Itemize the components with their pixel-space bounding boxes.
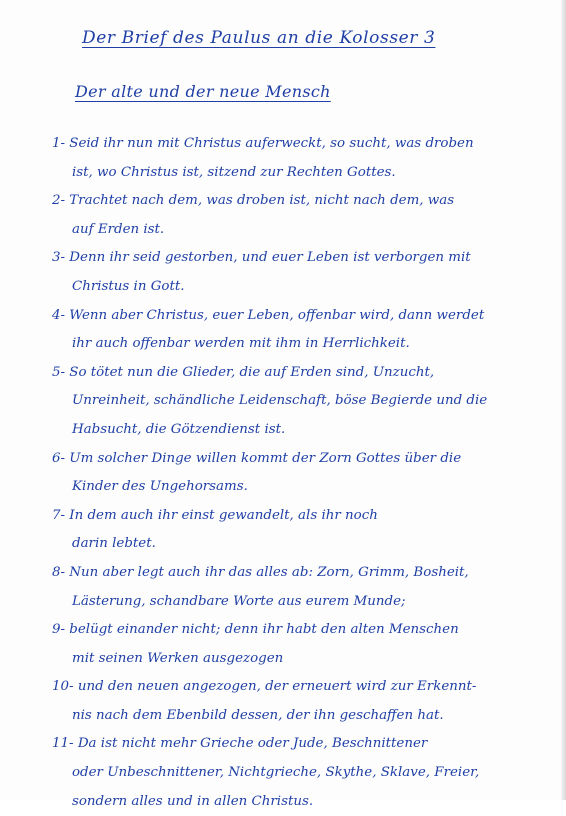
verse-text: 8- Nun aber legt auch ihr das alles ab: Zorn, Grimm, Bosheit, (52, 564, 469, 580)
verse-text: ist, wo Christus ist, sitzend zur Rechten Gottes. (72, 164, 396, 180)
verse-text: Habsucht, die Götzendienst ist. (72, 421, 286, 437)
verse-line (52, 759, 522, 788)
verse-text: 10- und den neuen angezogen, der erneuert wird zur Erkennt- (52, 679, 477, 695)
page-title: Der Brief des Paulus an die Kolosser 3 (82, 28, 436, 48)
verse-text: 7- In dem auch ihr einst gewandelt, als ihr noch (52, 507, 378, 523)
verse-text: 9- belügt einander nicht; denn ihr habt den alten Menschen (52, 622, 459, 638)
verse-line (52, 159, 522, 188)
verse-line (52, 559, 522, 588)
page-edge-shadow (561, 0, 566, 800)
verse-text: Lästerung, schandbare Worte aus eurem Munde; (72, 593, 406, 609)
verse-text: 2- Trachtet nach dem, was droben ist, nicht nach dem, was (52, 193, 455, 209)
verse-line (52, 330, 522, 359)
verse-text: Christus in Gott. (72, 278, 185, 294)
verse-text: 11- Da ist nicht mehr Grieche oder Jude, Beschnittener (52, 736, 428, 752)
verse-line (52, 473, 522, 502)
verse-text: oder Unbeschnittener, Nichtgrieche, Skythe, Sklave, Freier, (72, 765, 480, 781)
verse-text: auf Erden ist. (72, 221, 165, 237)
verse-line (52, 530, 522, 559)
verse-list (52, 130, 522, 816)
verse-line (52, 730, 522, 759)
verse-line (52, 359, 522, 388)
verse-line (52, 216, 522, 245)
verse-text: mit seinen Werken ausgezogen (72, 650, 284, 666)
verse-line (52, 702, 522, 731)
verse-line (52, 616, 522, 645)
verse-text: nis nach dem Ebenbild dessen, der ihn geschaffen hat. (72, 707, 444, 723)
verse-text: 3- Denn ihr seid gestorben, und euer Leben ist verborgen mit (52, 250, 471, 266)
verse-text: 6- Um solcher Dinge willen kommt der Zorn Gottes über die (52, 450, 462, 466)
verse-line (52, 187, 522, 216)
verse-line (52, 273, 522, 302)
verse-text: ihr auch offenbar werden mit ihm in Herrlichkeit. (72, 336, 410, 352)
verse-line (52, 673, 522, 702)
verse-line (52, 502, 522, 531)
verse-text: 1- Seid ihr nun mit Christus auferweckt, so sucht, was droben (52, 136, 474, 151)
verse-line (52, 788, 522, 816)
verse-text: 5- So tötet nun die Glieder, die auf Erden sind, Unzucht, (52, 364, 435, 380)
verse-line (52, 588, 522, 617)
verse-line (52, 645, 522, 674)
verse-line (52, 387, 522, 416)
verse-text: sondern alles und in allen Christus. (72, 793, 314, 809)
verse-text: Unreinheit, schändliche Leidenschaft, böse Begierde und die (72, 393, 488, 409)
verse-line (52, 130, 522, 159)
verse-text: darin lebtet. (72, 536, 156, 552)
verse-line (52, 416, 522, 445)
verse-line (52, 302, 522, 331)
verse-text: Kinder des Ungehorsams. (72, 479, 248, 495)
verse-text: 4- Wenn aber Christus, euer Leben, offenbar wird, dann werdet (52, 307, 485, 323)
verse-line (52, 445, 522, 474)
verse-line (52, 244, 522, 273)
section-heading: Der alte und der neue Mensch (75, 82, 331, 101)
